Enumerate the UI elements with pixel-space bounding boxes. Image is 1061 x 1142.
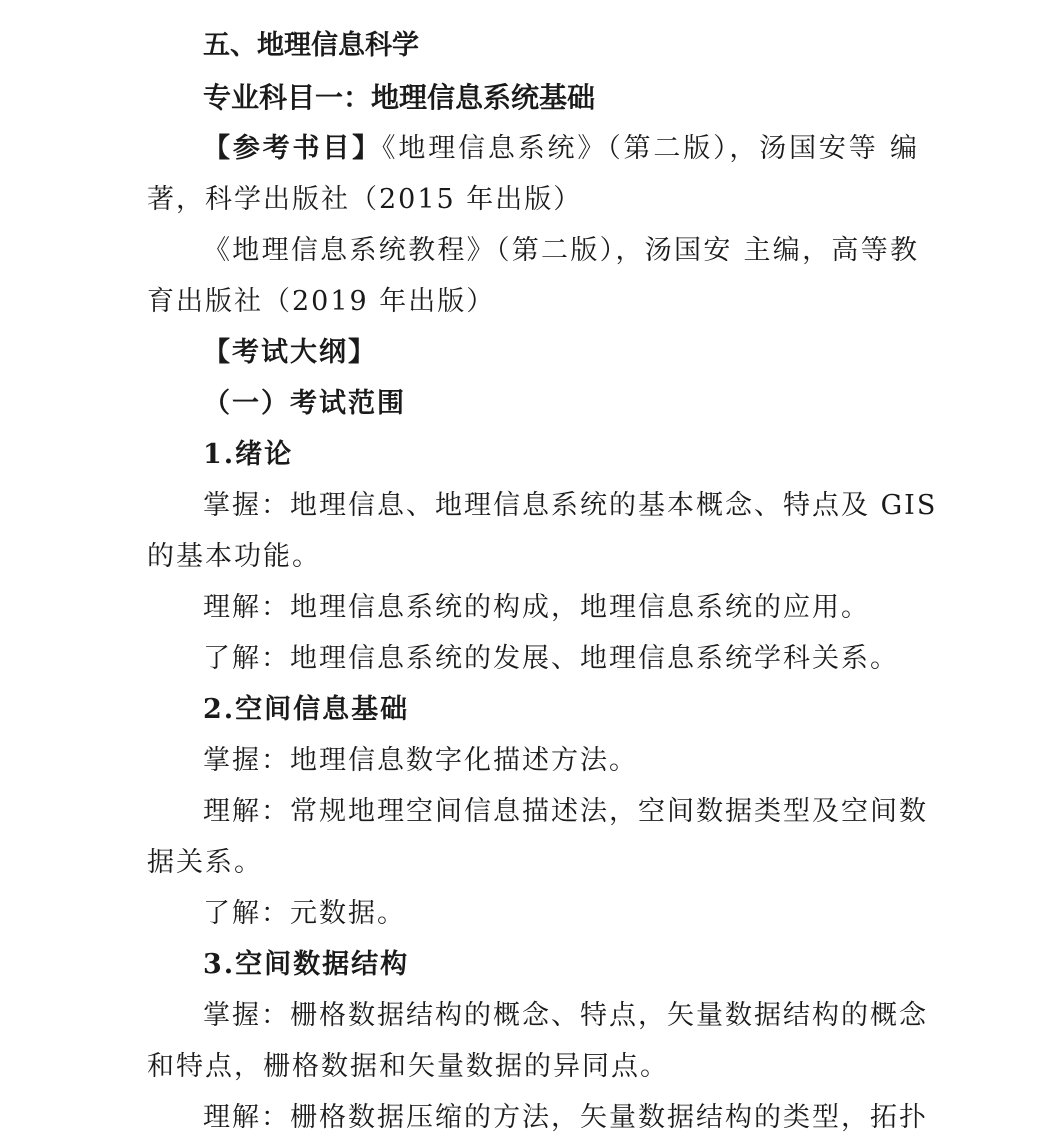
section-1-line-3: 理解：地理信息系统的构成，地理信息系统的应用。 — [203, 592, 870, 623]
section-2-line-1: 掌握：地理信息数字化描述方法。 — [203, 745, 638, 776]
section-3-line-3: 理解：栅格数据压缩的方法，矢量数据结构的类型，拓扑 — [203, 1102, 928, 1133]
reference-book-1-line-1 — [203, 131, 919, 167]
section-1-title: 1.绪论 — [203, 439, 294, 470]
subject-title: 专业科目一：地理信息系统基础 — [203, 81, 596, 114]
section-2-line-3: 据关系。 — [147, 847, 263, 878]
section-heading: 五、地理信息科学 — [203, 30, 419, 61]
section-1-line-2: 的基本功能。 — [147, 541, 321, 572]
reference-label: 【参考书目】 — [203, 133, 383, 164]
reference-book-2-line-1: 《地理信息系统教程》（第二版），汤国安 主编，高等教 — [203, 235, 919, 266]
section-1-line-1: 掌握：地理信息、地理信息系统的基本概念、特点及 GIS — [203, 490, 938, 521]
scope-heading: （一）考试范围 — [203, 388, 406, 419]
section-1-line-4: 了解：地理信息系统的发展、地理信息系统学科关系。 — [203, 643, 899, 674]
reference-book-1-text: 《地理信息系统》（第二版），汤国安等 编 — [382, 133, 920, 164]
section-2-title: 2.空间信息基础 — [203, 694, 410, 725]
reference-book-2-line-2: 育出版社（2019 年出版） — [147, 286, 496, 317]
outline-label: 【考试大纲】 — [203, 337, 377, 368]
reference-book-1-line-2: 著，科学出版社（2015 年出版） — [147, 184, 583, 215]
section-3-title: 3.空间数据结构 — [203, 949, 410, 980]
section-2-line-4: 了解：元数据。 — [203, 898, 406, 929]
section-3-line-1: 掌握：栅格数据结构的概念、特点，矢量数据结构的概念 — [203, 1000, 928, 1031]
section-3-line-2: 和特点，栅格数据和矢量数据的异同点。 — [147, 1051, 669, 1082]
section-2-line-2: 理解：常规地理空间信息描述法，空间数据类型及空间数 — [203, 796, 928, 827]
